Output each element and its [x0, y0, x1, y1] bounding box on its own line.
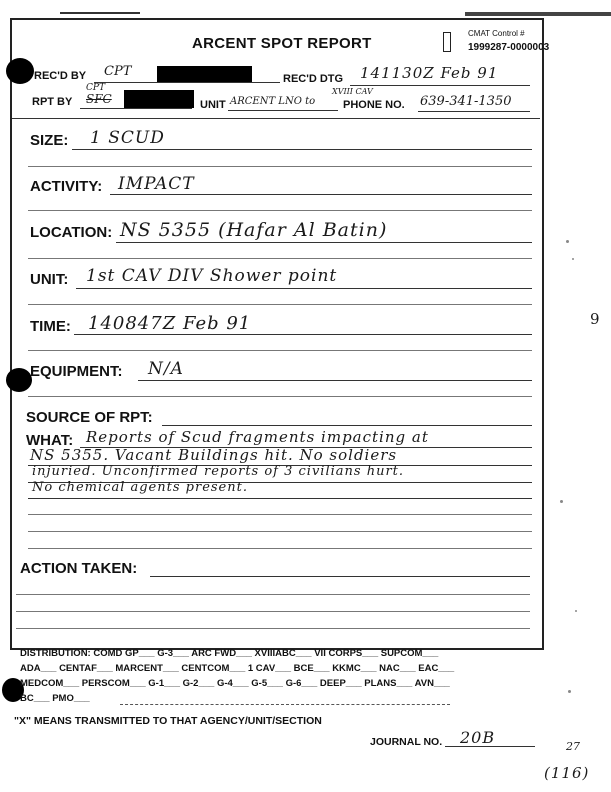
rpt-by-rank-above: CPT — [86, 83, 105, 93]
recd-dtg-value: 141130Z Feb 91 — [360, 64, 499, 82]
recd-dtg-line — [350, 85, 530, 86]
scan-speck — [560, 500, 563, 503]
cmat-control-label: CMAT Control # — [468, 29, 525, 38]
scan-speck — [568, 690, 571, 693]
top-edge-scan-noise — [60, 4, 140, 14]
journal-no-label: JOURNAL NO. — [370, 736, 443, 748]
journal-no-value: 20B — [460, 728, 496, 747]
equipment-label: EQUIPMENT: — [30, 363, 123, 380]
location-value: NS 5355 (Hafar Al Batin) — [120, 219, 388, 241]
time-line-2 — [28, 350, 532, 351]
action-line-2 — [16, 594, 530, 595]
journal-no-line — [445, 746, 535, 747]
size-label: SIZE: — [30, 132, 69, 149]
rpt-by-line — [80, 108, 192, 109]
source-label: SOURCE OF RPT: — [26, 409, 153, 426]
redaction-block — [157, 66, 252, 82]
phone-label: PHONE NO. — [343, 99, 405, 111]
header-divider — [12, 118, 540, 119]
location-label: LOCATION: — [30, 224, 113, 241]
time-line — [74, 334, 532, 335]
what-label: WHAT: — [26, 432, 74, 449]
activity-label: ACTIVITY: — [30, 178, 103, 195]
recd-by-value: CPT — [104, 64, 132, 79]
scan-speck — [572, 258, 574, 260]
unit-line-2 — [28, 304, 532, 305]
redaction-block-2 — [124, 90, 194, 108]
what-line-4: No chemical agents present. — [32, 480, 248, 495]
hole-punch-mark — [6, 58, 34, 84]
scan-speck — [575, 610, 577, 612]
unit-top-value-above: XVIII CAV — [332, 87, 373, 96]
side-mark: 9 — [590, 310, 600, 328]
what-rule-6 — [28, 531, 532, 532]
page-mark: (116) — [544, 764, 590, 782]
unit-top-line — [228, 110, 338, 111]
margin-mark: 27 — [566, 740, 580, 753]
equipment-line-2 — [28, 396, 532, 397]
activity-value: IMPACT — [118, 174, 195, 194]
rpt-by-value: SFC — [86, 92, 112, 106]
phone-line — [418, 111, 530, 112]
distribution-dashes — [120, 704, 450, 705]
what-line-2: NS 5355. Vacant Buildings hit. No soldiers — [30, 446, 398, 464]
hole-punch-mark-2 — [6, 368, 32, 392]
unit-top-value: ARCENT LNO to — [230, 96, 316, 107]
action-line-4 — [16, 628, 530, 629]
distribution-row-4: BC___ PMO___ — [20, 693, 90, 704]
transmitted-note: "X" MEANS TRANSMITTED TO THAT AGENCY/UNIT/SECTION — [14, 715, 322, 727]
cmat-control-number: 1999287-0000003 — [468, 42, 550, 53]
equipment-line — [138, 380, 532, 381]
equipment-value: N/A — [148, 359, 184, 379]
activity-line-2 — [28, 210, 532, 211]
size-line-2 — [28, 166, 532, 167]
what-rule-7 — [28, 548, 532, 549]
phone-value: 639-341-1350 — [420, 94, 512, 109]
size-line — [72, 149, 532, 150]
scan-speck — [566, 240, 569, 243]
unit-label: UNIT: — [30, 271, 69, 288]
what-rule-4 — [28, 498, 532, 499]
distribution-row-2: ADA___ CENTAF___ MARCENT___ CENTCOM___ 1 CAV___ BCE___ KKMC___ NAC___ EAC___ — [20, 663, 455, 674]
recd-dtg-label: REC'D DTG — [283, 73, 344, 85]
recd-by-line — [94, 82, 280, 83]
action-line-1 — [150, 576, 530, 577]
top-right-dark-strip — [465, 12, 611, 16]
distribution-row-1: DISTRIBUTION: COMD GP___ G-3___ ARC FWD___ XVIIIABC___ VII CORPS___ SUPCOM___ — [20, 648, 439, 659]
what-rule-5 — [28, 514, 532, 515]
action-line-3 — [16, 611, 530, 612]
report-title: ARCENT SPOT REPORT — [192, 35, 372, 52]
what-line-1: Reports of Scud fragments impacting at — [86, 428, 429, 446]
location-line — [116, 242, 532, 243]
what-line-3: injuried. Unconfirmed reports of 3 civilians hurt. — [32, 464, 405, 479]
unit-line — [76, 288, 532, 289]
distribution-row-3: MEDCOM___ PERSCOM___ G-1___ G-2___ G-4___ G-5___ G-6___ DEEP___ PLANS___ AVN___ — [20, 678, 450, 689]
location-line-2 — [28, 258, 532, 259]
time-value: 140847Z Feb 91 — [88, 313, 252, 334]
source-line — [162, 425, 532, 426]
size-value: 1 SCUD — [90, 128, 165, 148]
unit-value: 1st CAV DIV Shower point — [86, 266, 338, 286]
time-label: TIME: — [30, 318, 71, 335]
recd-by-label: REC'D BY — [34, 70, 87, 82]
rpt-by-label: RPT BY — [32, 96, 73, 108]
unit-top-label: UNIT — [200, 99, 226, 111]
clip-mark — [443, 32, 451, 52]
action-taken-label: ACTION TAKEN: — [20, 560, 138, 577]
activity-line — [110, 194, 532, 195]
